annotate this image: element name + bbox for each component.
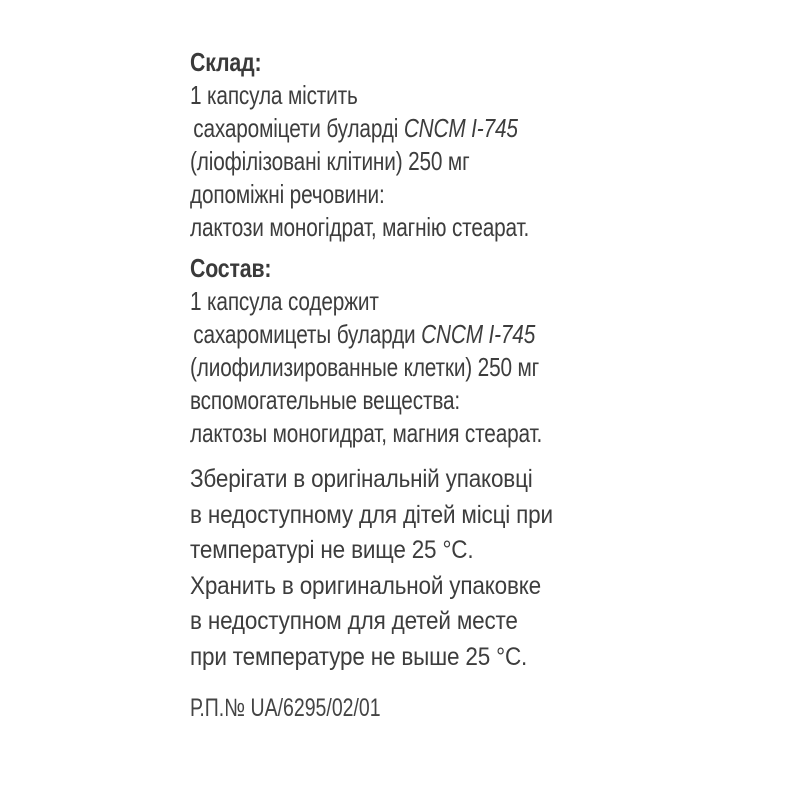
storage-section — [190, 462, 670, 675]
storage-ua-line-2: в недоступному для дітей місці при — [190, 500, 553, 529]
composition-ru-line-5: лактозы моногидрат, магния стеарат. — [190, 418, 543, 448]
composition-ru-line-2 — [190, 318, 574, 351]
product-label-text — [190, 46, 670, 725]
composition-ua-line-4: допоміжні речовини: — [190, 179, 385, 209]
composition-ru-line-3: (лиофилизированные клетки) 250 мг — [190, 352, 540, 382]
composition-ua-strain: CNCM I-745 — [403, 113, 518, 143]
composition-ua-section — [190, 46, 670, 244]
storage-ua-line-1: Зберігати в оригінальній упаковці — [190, 465, 533, 493]
composition-ru-strain: CNCM I-745 — [421, 319, 536, 349]
section-spacer — [190, 450, 670, 462]
composition-ru-active-ingredient: сахаромицеты буларди — [193, 319, 422, 349]
storage-ua-line-3: температурі не вище 25 °С. — [190, 536, 474, 564]
composition-ua-active-ingredient: сахароміцети буларді — [193, 113, 404, 143]
composition-ua-heading: Склад: — [190, 47, 262, 77]
composition-ua-line-2 — [190, 112, 574, 145]
composition-ua-line-3: (ліофілізовані клітини) 250 мг — [190, 146, 470, 176]
composition-ua-line-1: 1 капсула містить — [190, 80, 358, 110]
composition-ru-heading: Состав: — [190, 253, 272, 283]
storage-ru-line-1: Хранить в оригинальной упаковке — [190, 571, 541, 600]
composition-ru-section — [190, 252, 670, 450]
composition-ua-line-5: лактози моногідрат, магнію стеарат. — [190, 212, 530, 242]
section-spacer — [190, 244, 670, 252]
composition-ru-line-1: 1 капсула содержит — [190, 286, 379, 316]
storage-ru-line-3: при температуре не выше 25 °С. — [190, 642, 528, 671]
registration-number: Р.П.№ UA/6295/02/01 — [190, 694, 381, 722]
composition-ru-line-4: вспомогательные вещества: — [190, 385, 461, 415]
storage-ru-line-2: в недоступном для детей месте — [190, 607, 518, 635]
